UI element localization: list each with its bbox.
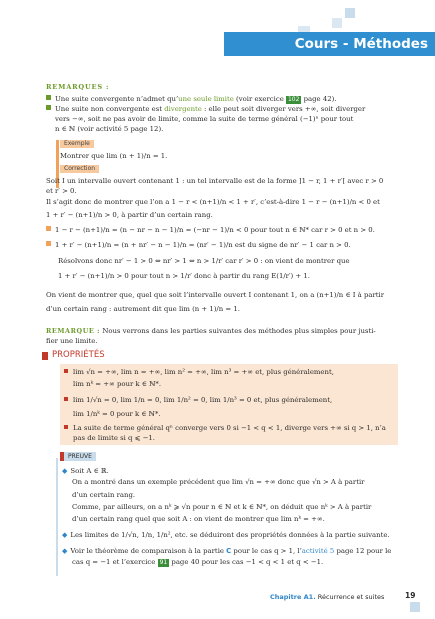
- bullet-icon: [46, 95, 51, 100]
- proof-text: Les limites de 1/√n, 1/n, 1/n², etc. se déduiront des propriétés données à la partie suivante.: [70, 531, 390, 539]
- remark-text: (voir exercice: [233, 95, 286, 103]
- property-text: lim 1/√n = 0, lim 1/n = 0, lim 1/n² = 0, lim 1/n³ = 0 et, plus généralement,: [73, 396, 333, 404]
- exercise-ref[interactable]: 91: [159, 559, 168, 566]
- footer-decor-square: [410, 602, 420, 612]
- footer: [270, 593, 384, 601]
- property-line: pas de limite si q ⩽ −1.: [73, 434, 155, 442]
- proof-line: [72, 557, 323, 567]
- remark2-title: REMARQUE :: [46, 327, 101, 335]
- proof-line: d’un certain rang.: [72, 491, 136, 499]
- property-line: [64, 367, 334, 377]
- example-tag: Exemple: [60, 140, 94, 148]
- proof-line: [62, 546, 391, 556]
- activity-link[interactable]: activité 5: [301, 547, 335, 555]
- proof-text: Soit A ∈ ℝ.: [70, 467, 109, 475]
- remark-line: [46, 94, 336, 104]
- exercise-ref[interactable]: 102: [287, 96, 300, 103]
- proof-text: page 40 pour les cas −1 < q < 1 et q < −1.: [169, 558, 324, 566]
- correction-text: 1 + r′ − (n+1)/n = (n + nr′ − n − 1)/n = (nr′ − 1)/n est du signe de nr′ − 1 car n > 0.: [55, 241, 351, 249]
- correction-line: [46, 240, 351, 250]
- remark-line: n ∈ ℕ (voir activité 5 page 12).: [55, 125, 164, 133]
- correction-line: [46, 225, 375, 235]
- remark-text: : elle peut soit diverger vers +∞, soit diverger: [201, 105, 366, 113]
- page-title: Cours - Méthodes: [294, 36, 428, 52]
- correction-line: Soit I un intervalle ouvert contenant 1 : un tel intervalle est de la forme ]1 − r, 1 + r′[ avec r > 0: [46, 177, 384, 185]
- correction-line: On vient de montrer que, quel que soit l’intervalle ouvert I contenant 1, on a (n+1)/n ∈ I à partir: [46, 291, 385, 299]
- flag-icon: [60, 452, 64, 461]
- correction-line: 1 + r′ − (n+1)/n > 0 pour tout n > 1/r′ donc à partir du rang E(1/r′) + 1.: [58, 272, 310, 280]
- remark-line: [46, 104, 365, 114]
- remark2-line: [46, 326, 376, 336]
- correction-line: d’un certain rang : autrement dit que lim (n + 1)/n = 1.: [46, 305, 240, 313]
- page-number: 19: [405, 591, 416, 600]
- property-text: lim √n = +∞, lim n = +∞, lim n² = +∞, lim n³ = +∞ et, plus généralement,: [73, 368, 334, 376]
- diamond-icon: ◆: [62, 531, 68, 539]
- proof-text: cas q = −1 et l’exercice: [72, 558, 158, 566]
- property-line: lim 1/nᵏ = 0 pour k ∈ ℕ*.: [73, 410, 161, 418]
- remark-emphasis: divergente: [164, 105, 202, 113]
- remarks-title: REMARQUES :: [46, 83, 110, 91]
- remark-text: page 42).: [301, 95, 337, 103]
- properties-icon: [42, 352, 48, 360]
- proof-line: Comme, par ailleurs, on a nᵏ ⩾ √n pour n ∈ ℕ et k ∈ ℕ*, on déduit que nᵏ > A à partir: [72, 503, 372, 511]
- proof-line: On a montré dans un exemple précédent que lim √n = +∞ donc que √n > A à partir: [72, 478, 365, 486]
- bullet-icon: [46, 105, 51, 110]
- bullet-icon: [64, 397, 68, 401]
- proof-bar: [56, 458, 58, 576]
- bullet-icon: [46, 241, 51, 246]
- footer-title: Récurrence et suites: [317, 593, 385, 601]
- header-decor-square: [332, 18, 342, 28]
- proof-line: d’un certain rang quel que soit A : on vient de montrer que lim nᵏ = +∞.: [72, 515, 325, 523]
- property-line: [64, 423, 386, 433]
- remark2-text: Nous verrons dans les parties suivantes des méthodes plus simples pour justi-: [100, 327, 376, 335]
- bullet-icon: [64, 425, 68, 429]
- proof-line: [62, 530, 390, 540]
- properties-title: PROPRIÉTÉS: [52, 350, 105, 360]
- diamond-icon: ◆: [62, 467, 68, 475]
- remark-text: Une suite convergente n’admet qu’: [55, 95, 179, 103]
- proof-text: Voir le théorème de comparaison à la partie: [70, 547, 227, 555]
- header-decor-square: [345, 8, 355, 18]
- footer-chapter: Chapitre A1.: [270, 593, 316, 601]
- property-text: La suite de terme général qⁿ converge vers 0 si −1 < q < 1, diverge vers +∞ si q > 1, n’a: [73, 424, 386, 432]
- bullet-icon: [64, 369, 68, 373]
- proof-text: page 12 pour le: [334, 547, 392, 555]
- proof-text: pour le cas q > 1, l’: [231, 547, 302, 555]
- property-line: lim nᵏ = +∞ pour k ∈ ℕ*.: [73, 380, 162, 388]
- part-link[interactable]: C: [226, 547, 232, 555]
- correction-line: Il s’agit donc de montrer que l’on a 1 − r < (n+1)/n < 1 + r′, c’est-à-dire 1 − r − (n+1)/n < 0 et: [46, 198, 380, 206]
- correction-line: 1 + r′ − (n+1)/n > 0, à partir d’un certain rang.: [46, 211, 213, 219]
- correction-tag: Correction: [60, 165, 99, 173]
- remark-emphasis: une seule limite: [178, 95, 234, 103]
- remark-text: Une suite non convergente est: [55, 105, 165, 113]
- property-line: [64, 395, 332, 405]
- example-statement: Montrer que lim (n + 1)/n = 1.: [60, 152, 168, 160]
- bullet-icon: [46, 226, 51, 231]
- correction-text: 1 − r − (n+1)/n = (n − nr − n − 1)/n = (−nr − 1)/n < 0 pour tout n ∈ ℕ* car r > 0 et n > 0.: [55, 226, 375, 234]
- diamond-icon: ◆: [62, 547, 68, 555]
- proof-tag: PREUVE: [60, 452, 96, 461]
- remark2-line: fier une limite.: [46, 337, 98, 345]
- proof-line: [62, 466, 109, 476]
- correction-line: et r′ > 0.: [46, 187, 77, 195]
- correction-line: Résolvons donc nr′ − 1 > 0 ⇔ nr′ > 1 ⇔ n > 1/r′ car r′ > 0 : on vient de montrer que: [58, 257, 350, 265]
- remark-line: vers −∞, soit ne pas avoir de limite, comme la suite de terme général (−1)ⁿ pour tout: [55, 115, 354, 123]
